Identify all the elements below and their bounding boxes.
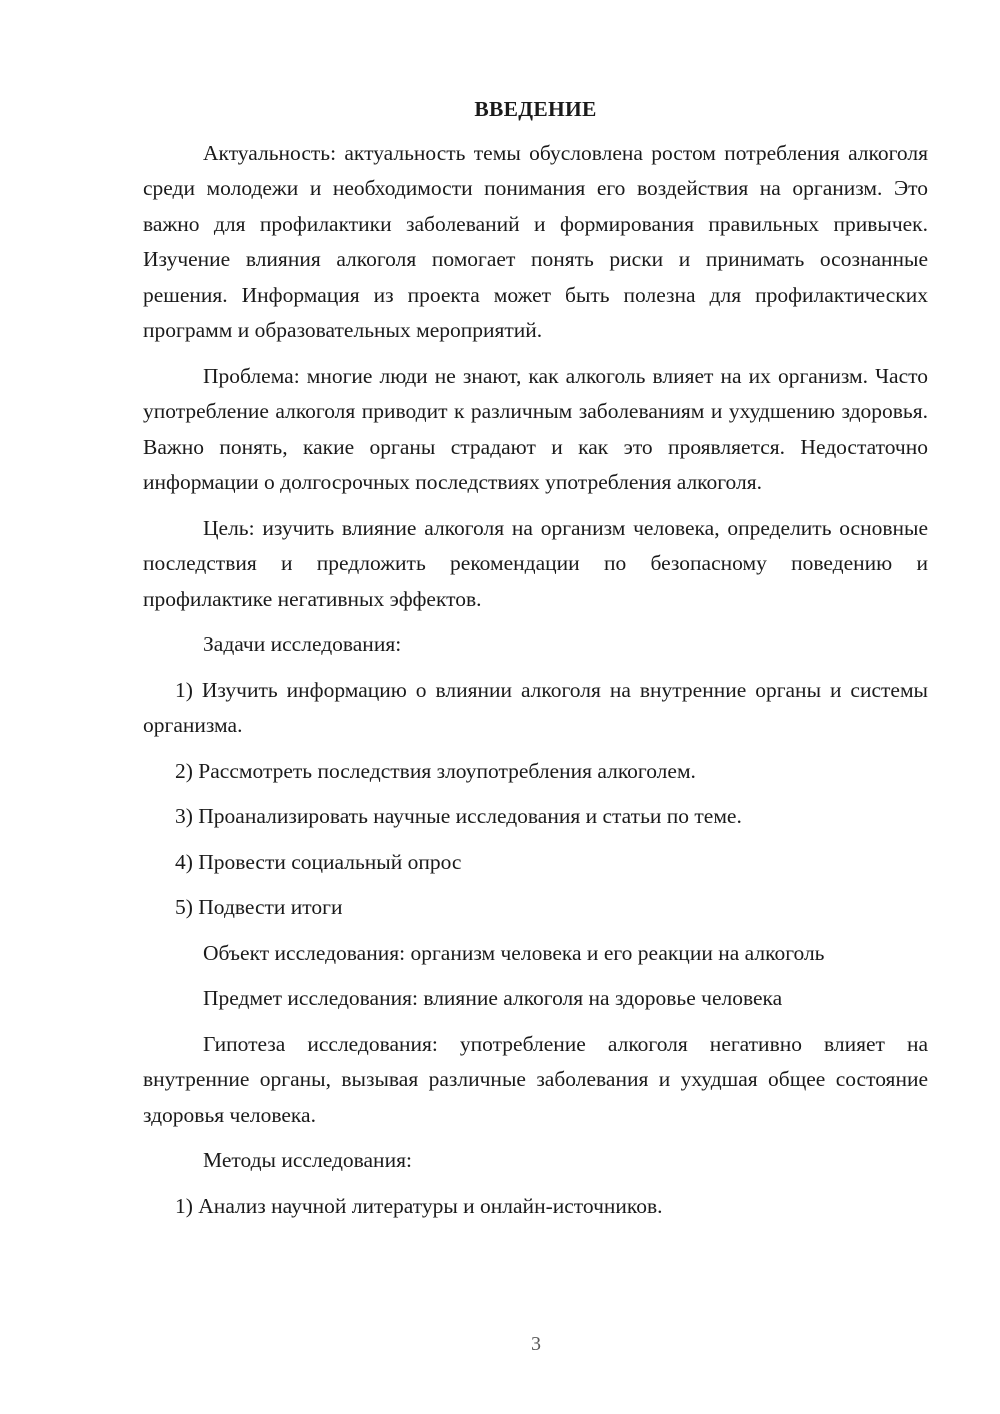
problem-paragraph: Проблема: многие люди не знают, как алкоголь влияет на их организм. Часто употребление алкоголя приводит к различным заболеваниям и ухудшению здоровья. Важно понять, какие органы страдают и как это проявляется. Недостаточно информации о долгосрочных последствиях употребления алкоголя. xyxy=(143,363,928,494)
hypothesis-paragraph: Гипотеза исследования: употребление алкоголя негативно влияет на внутренние органы, вызывая различные заболевания и ухудшая общее состояние здоровья человека. xyxy=(143,1031,928,1127)
task-item-5: 5) Подвести итоги xyxy=(175,895,343,919)
object-paragraph: Объект исследования: организм человека и его реакции на алкоголь xyxy=(203,940,825,965)
methods-heading: Методы исследования: xyxy=(203,1148,412,1172)
page-title: ВВЕДЕНИЕ xyxy=(474,97,597,121)
relevance-paragraph: Актуальность: актуальность темы обусловлена ростом потребления алкоголя среди молодежи и необходимости понимания его воздействия на организм. Это важно для профилактики заболеваний и формирования правильных привычек. Изучение влияния алкоголя помогает понять риски и принимать осознанные решения. Информация из проекта может быть полезна для профилактических программ и образовательных мероприятий. xyxy=(143,140,928,342)
method-item-1: 1) Анализ научной литературы и онлайн-источников. xyxy=(175,1193,663,1218)
page-number: 3 xyxy=(531,1333,541,1355)
goal-paragraph: Цель: изучить влияние алкоголя на организм человека, определить основные последствия и предложить рекомендации по безопасному поведению и профилактике негативных эффектов. xyxy=(143,515,928,611)
page-content xyxy=(143,92,928,1234)
task-item-1: 1) Изучить информацию о влиянии алкоголя на внутренние органы и системы организма. xyxy=(143,677,928,737)
task-item-3: 3) Проанализировать научные исследования и статьи по теме. xyxy=(175,804,742,828)
subject-paragraph: Предмет исследования: влияние алкоголя на здоровье человека xyxy=(203,986,783,1010)
tasks-heading: Задачи исследования: xyxy=(203,632,402,656)
task-item-2: 2) Рассмотреть последствия злоупотребления алкоголем. xyxy=(175,758,696,783)
task-item-4: 4) Провести социальный опрос xyxy=(175,849,462,874)
